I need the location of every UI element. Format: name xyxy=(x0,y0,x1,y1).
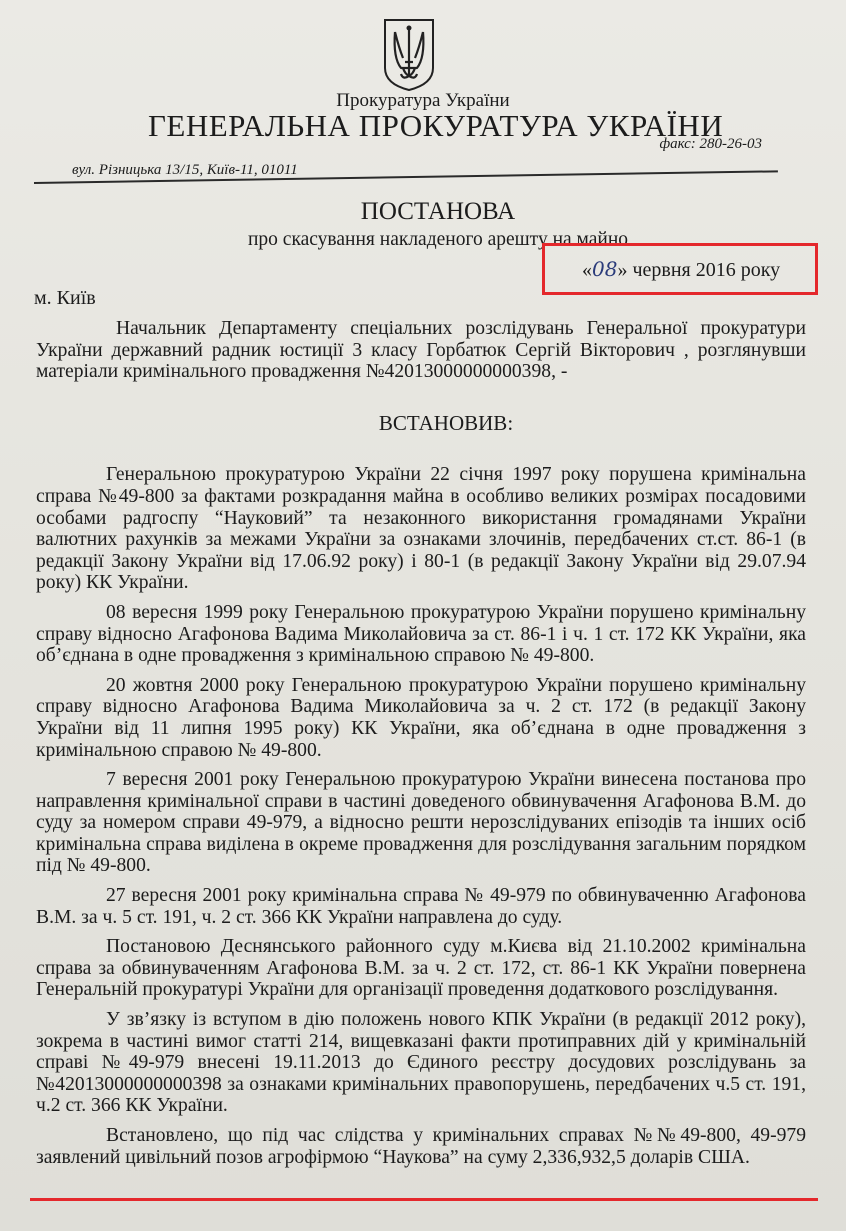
document-body xyxy=(36,318,806,1168)
trident-emblem-icon xyxy=(381,18,437,92)
body-paragraph: Встановлено, що під час слідства у кримінальних справах №№49-800, 49-979 заявлений цивільний позов агрофірмою “Наукова” на суму 2,336,932,5 доларів США. xyxy=(36,1125,806,1168)
document-subtitle: про скасування накладеного арешту на майно xyxy=(247,229,629,250)
intro-paragraph: Начальник Департаменту спеціальних розслідувань Генеральної прокуратури України державний радник юстиції 3 класу Горбатюк Сергій Вікторович , розглянувши матеріали кримінального провадження №42013000000000398, - xyxy=(36,318,806,383)
city: м. Київ xyxy=(34,287,96,309)
body-paragraph: Генеральною прокуратурою України 22 січня 1997 року порушена кримінальна справа №49-800 за фактами розкрадання майна в особливо великих розмірах посадовими особами радгоспу “Науковий” та незаконного використання громадянами України валютних рахунків за межами України за ознаками злочинів, передбачених ст.ст. 86-1 (в редакції Закону України від 17.06.92 року) і 80-1 (в редакції Закону України від 29.07.94 року) КК України. xyxy=(36,464,806,594)
date-month-year: червня 2016 року xyxy=(627,259,781,281)
fax-number: факс: 280-26-03 xyxy=(659,136,762,152)
document-title: ПОСТАНОВА xyxy=(360,198,516,225)
body-paragraph: Постановою Деснянського районного суду м.Києва від 21.10.2002 кримінальна справа за обвинуваченням Агафонова В.М. за ч. 2 ст. 172, ст. 86-1 КК України повернена Генеральній прокуратурі України для організації проведення додаткового розслідування. xyxy=(36,936,806,1001)
red-underline xyxy=(30,1198,818,1201)
org-big-title: ГЕНЕРАЛЬНА ПРОКУРАТУРА УКРАЇНИ xyxy=(148,108,724,143)
date-open-quote: « xyxy=(582,259,592,281)
body-paragraph: У зв’язку із вступом в дію положень нового КПК України (в редакції 2012 року), зокрема в частині вимог статті 214, вищевказані факти протиправних дій у кримінальній справі №49-979 внесені 19.11.2013 до Єдиного реєстру досудових розслідувань за №42013000000000398 за ознаками кримінальних правопорушень, передбачених ч.5 ст. 191, ч.2 ст. 366 КК України. xyxy=(36,1009,806,1117)
body-paragraph: 7 вересня 2001 року Генеральною прокуратурою України винесена постанова про направлення кримінальної справи в частині доведеного обвинувачення Агафонова В.М. до суду за номером справи 49-979, а відносно решти нерозслідуваних епізодів та інших осіб кримінальна справа виділена в окреме провадження для розслідування загальним порядком під № 49-800. xyxy=(36,769,806,877)
body-paragraph: 08 вересня 1999 року Генеральною прокуратурою України порушено кримінальну справу відносно Агафонова Вадима Миколайовича за ст. 86-1 і ч. 1 ст. 172 КК України, яка об’єднана в одне провадження з кримінальною справою № 49-800. xyxy=(36,601,806,667)
address: вул. Різницька 13/15, Київ-11, 01011 xyxy=(72,162,298,178)
body-paragraph: 27 вересня 2001 року кримінальна справа № 49-979 по обвинуваченню Агафонова В.М. за ч. 5 ст. 191, ч. 2 ст. 366 КК України направлена до суду. xyxy=(36,885,806,928)
org-small-title: Прокуратура України xyxy=(336,90,510,111)
date-close-quote: » xyxy=(617,259,628,281)
body-paragraph: 20 жовтня 2000 року Генеральною прокуратурою України порушено кримінальну справу відносно Агафонова Вадима Миколайовича за ч. 2 ст. 172 (в редакції Закону України від 11 липня 1995 року) КК України, яка об’єднана в одне провадження з кримінальною справою № 49-800. xyxy=(36,674,806,761)
section-heading: ВСТАНОВИВ: xyxy=(378,410,514,435)
date-day: 08 xyxy=(592,257,618,281)
document-date xyxy=(582,257,780,282)
